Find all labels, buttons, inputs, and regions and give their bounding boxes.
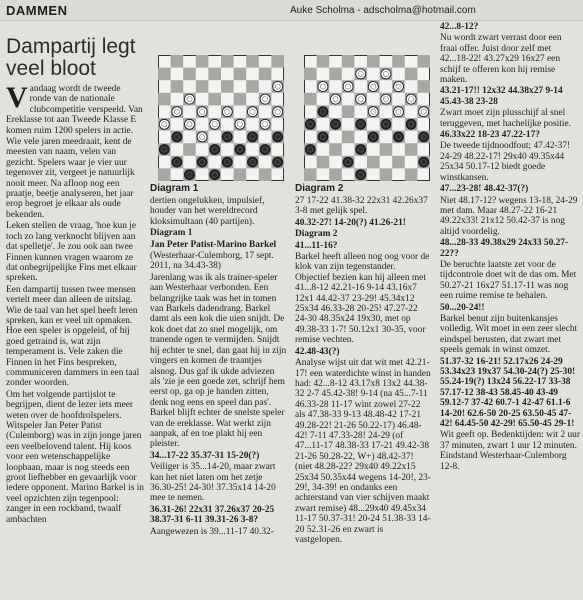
black-piece	[185, 170, 195, 180]
white-piece	[381, 69, 391, 79]
author-byline: Auke Scholma - adscholma@hotmail.com	[290, 5, 476, 16]
move-notation: 46.33x22 18-23 47.22-17?	[440, 130, 540, 141]
black-piece	[222, 132, 232, 142]
dark-square	[158, 93, 171, 106]
black-piece	[356, 145, 366, 155]
white-piece	[343, 82, 353, 92]
move-notation: 40.32-27! 14-20(?) 41.26-21!	[295, 217, 406, 228]
white-piece	[185, 94, 195, 104]
white-piece	[260, 119, 270, 129]
black-piece	[318, 132, 328, 142]
white-piece	[394, 107, 404, 117]
white-piece	[222, 107, 232, 117]
paragraph: Nu wordt zwart verrast door een fraai offer. Juist door zelf met 42...18-22! 43.27x29 16x27 een schijf te offeren kon hij remise maken.	[440, 33, 562, 86]
move-notation: 42...8-12?	[440, 22, 479, 32]
dark-square	[304, 93, 317, 106]
move-notation: 47...23-28! 48.42-37(?)	[440, 184, 529, 195]
dark-square	[183, 143, 196, 156]
move-notation: 51.37-32 16-21! 52.17x26 24-29 53.34x23 19x37 54.30-24(?) 25-30! 55.24-19(?) 13x24 56.22-17 33-38 57.17-12 38-43 58.45-40 43-49 59.12-7 37-42 60.7-1 42-47 61.1-6 14-20! 62.6-50 20-25 63.50-45 47-42! 64.45-50 42-29! 65.50-45 29-1!	[440, 356, 576, 430]
paragraph: Een dampartij tussen twee mensen vertelt meer dan alleen de uitslag. Wie de taal van het spel heeft leren spreken, kan er veel uit opmaken. Hoe een speler is opgeleid, of hij goed getraind is, wat zijn temperament is. Vele zaken die Finnen in het Fins bespreken, communiceren dammers in een taal zonder woorden.	[6, 284, 140, 389]
black-piece	[419, 157, 429, 167]
dark-square	[246, 80, 259, 93]
move-notation: 41...11-16?	[295, 240, 338, 251]
paragraph: De beruchte laatste zet voor de tijdcontrole doet wit de das om. Met 50.27-21 16x27 51.17-11 was nog een ruime remise te behalen.	[440, 259, 577, 302]
dark-square	[317, 156, 330, 169]
white-piece	[394, 82, 404, 92]
white-piece	[197, 132, 207, 142]
dark-square	[342, 131, 355, 144]
dark-square	[329, 143, 342, 156]
paragraph: Jarenlang was ik als trainer-speler aan Westerhaar verbonden. Een belangrijke taak was het in tomen van Barkels dadendrang. Barkel damt als een kok die uien snijdt. De kok doet dat zo snel mogelijk, om tranende ogen te vermijden. Snijdt hij echter te snel, dan gaat hij in zijn vingers en komen de traantjes alsnog. Dus gaf ik ukde adviezen als 'zie je een goede zet, schrijf hem eerst op, ga op je handen zitten, denk nog eens en speel dan pas'. Barkel blijft echter de snelste speler van de ereklasse. Wat werkt zijn aanpak, af en toe plakt hij een pleister.	[150, 272, 287, 450]
black-piece	[368, 132, 378, 142]
white-piece	[381, 94, 391, 104]
move-notation: 36.31-26! 22x31 37.26x37 20-25 38.37-31 6-11 39.31-26 3-8?	[150, 504, 275, 526]
subheading: Diagram 2	[295, 229, 338, 240]
dark-square	[158, 68, 171, 81]
white-piece	[159, 119, 169, 129]
white-piece	[368, 82, 378, 92]
dark-square	[329, 68, 342, 81]
black-piece	[235, 145, 245, 155]
game-title: Jan Peter Patist-Marino Barkel	[150, 239, 277, 250]
black-piece	[343, 157, 353, 167]
diagram-caption: Diagram 1	[150, 183, 199, 194]
black-piece	[210, 145, 220, 155]
dark-square	[317, 55, 330, 68]
dark-square	[259, 168, 272, 181]
dark-square	[342, 105, 355, 118]
dark-square	[304, 68, 317, 81]
black-piece	[197, 157, 207, 167]
black-piece	[273, 157, 283, 167]
paragraph: Niet 48.17-12? wegens 13-18, 24-29 met dam. Maar 48.27-22 16-21 49.22x33! 21x12 50.42-37 is nog altijd voordelig.	[440, 195, 578, 237]
black-piece	[356, 119, 366, 129]
move-notation: 50...20-24!!	[440, 302, 485, 313]
game-info: (Westerhaar-Culemborg, 17 sept. 2011, na 34.43-38)	[150, 251, 274, 272]
article-column-3	[295, 196, 432, 596]
dark-square	[405, 168, 418, 181]
checkers-board-diagram-1	[158, 55, 284, 181]
article-column-2	[150, 196, 287, 596]
article-headline: Dampartij legt veel bloot	[6, 35, 136, 80]
black-piece	[318, 107, 328, 117]
dark-square	[221, 55, 234, 68]
diagram-caption: Diagram 2	[295, 183, 344, 194]
dark-square	[234, 168, 247, 181]
checkers-board-diagram-2	[304, 55, 430, 181]
paragraph: Zwart moet zijn plusschijf al snel teruggeven, met hachelijke positie.	[440, 108, 571, 129]
article-column-4	[440, 22, 580, 596]
dark-square	[183, 68, 196, 81]
dark-square	[380, 168, 393, 181]
dark-square	[392, 156, 405, 169]
black-piece	[248, 157, 258, 167]
white-piece	[185, 119, 195, 129]
dark-square	[158, 168, 171, 181]
dark-square	[304, 168, 317, 181]
black-piece	[356, 170, 366, 180]
dark-square	[234, 93, 247, 106]
white-piece	[406, 94, 416, 104]
paragraph: 27 17-22 41.38-32 22x31 42.26x37 3-8 met gelijk spel.	[295, 196, 428, 217]
move-notation: 42.48-43(?)	[295, 346, 340, 357]
subheading: Diagram 1	[150, 228, 193, 239]
black-piece	[419, 132, 429, 142]
white-piece	[197, 107, 207, 117]
article-column-1	[6, 84, 144, 596]
black-piece	[172, 132, 182, 142]
paragraph: dertien ongelukken, impulsief, houder van het wereldrecord kloksimultaan (40 partijen).	[150, 196, 265, 227]
paragraph: Barkel benut zijn buitenkansjes volledig. Wit moet in een zeer slecht eindspel berusten, dat zwart met speels gemak in winst omzet.	[440, 313, 578, 356]
black-piece	[222, 157, 232, 167]
black-piece	[406, 119, 416, 129]
black-piece	[305, 145, 315, 155]
black-piece	[159, 145, 169, 155]
black-piece	[172, 157, 182, 167]
paragraph: Veiliger is 35...14-20, maar zwart kan het niet laten om het zetje 36.30-25! 24-30! 37.35x14 14-20 mee te nemen.	[150, 462, 276, 504]
white-piece	[318, 82, 328, 92]
black-piece	[394, 132, 404, 142]
dark-square	[367, 55, 380, 68]
dark-square	[329, 168, 342, 181]
dark-square	[417, 80, 430, 93]
black-piece	[305, 119, 315, 129]
white-piece	[235, 119, 245, 129]
white-piece	[356, 69, 366, 79]
white-piece	[248, 107, 258, 117]
black-piece	[381, 119, 391, 129]
dark-square	[246, 55, 259, 68]
dark-square	[417, 55, 430, 68]
dark-square	[367, 156, 380, 169]
dark-square	[171, 55, 184, 68]
black-piece	[248, 132, 258, 142]
black-piece	[331, 119, 341, 129]
white-piece	[368, 107, 378, 117]
black-piece	[273, 132, 283, 142]
white-piece	[273, 107, 283, 117]
paragraph: Aangewezen is 39...11-17 40.32-	[150, 526, 274, 537]
move-notation: 34...17-22 35.37-31 15-20(?)	[150, 450, 260, 461]
white-piece	[210, 119, 220, 129]
dark-square	[342, 55, 355, 68]
dark-square	[392, 55, 405, 68]
dark-square	[196, 55, 209, 68]
dark-square	[221, 80, 234, 93]
dark-square	[405, 143, 418, 156]
white-piece	[260, 94, 270, 104]
paragraph: De tweede tijdnoodfout; 47.42-37! 24-29 48.22-17! 29x40 49.35x44 25x34 50.17-12 biedt goede winstkansen.	[440, 141, 571, 183]
dark-square	[208, 93, 221, 106]
dark-square	[171, 80, 184, 93]
dark-square	[208, 68, 221, 81]
dark-square	[380, 143, 393, 156]
white-piece	[356, 94, 366, 104]
white-piece	[419, 107, 429, 117]
dark-square	[271, 55, 284, 68]
paragraph: Barkel heeft alleen nog oog voor de klok van zijn tegenstander. Objectief bezien kan hij alleen met 41...8-12 42.21-16 9-14 43.16x7 12x1 44.42-37 23-29! 45.34x12 25x34 46.33-28 20-25! 47.27-22 24-30 48.35x24 19x30, met op 49.38-33 1-7! 50.12x1 30-35, voor remise vechten.	[295, 252, 430, 346]
paragraph: Om het volgende partijslot te begrijpen, dient de lezer iets meer weten over de hoofdrolspelers. Witspeler Jan Peter Patist (Culemborg) was in zijn jonge jaren een veelbelovend talent. Hij koos voor een wetenschappelijke loopbaan, maar is nog steeds een groot liefhebber en gevaarlijk voor iedere opponent. Marino Barkel is in veel opzichten zijn tegenpool: zanger in een rockband, twaalf ambachten	[6, 389, 144, 525]
dark-square	[259, 68, 272, 81]
drop-cap: V	[6, 84, 28, 114]
dark-square	[405, 68, 418, 81]
paragraph: Vandaag wordt de tweede ronde van de nationale clubcompetitie verspeeld. Van Ereklasse tot aan Tweede Klasse E komen ruim 1200 spelers in actie.	[6, 84, 143, 136]
move-notation: 48...28-33 49.38x29 24x33 50.27-22??	[440, 238, 569, 259]
black-piece	[260, 145, 270, 155]
move-notation: 43.21-17!! 12x32 44.38x27 9-14 45.43-38 23-28	[440, 86, 563, 107]
dark-square	[234, 68, 247, 81]
paragraph: Leken stellen de vraag, 'hoe kun je toch zo lang verknocht blijven aan dat spelletje'. Je zou ook aan twee Finnen kunnen vragen waarom ze dat onbegrijpelijke Fins met elkaar spreken.	[6, 221, 137, 284]
black-piece	[210, 170, 220, 180]
white-piece	[331, 94, 341, 104]
white-piece	[172, 107, 182, 117]
paragraph: Wit geeft op. Bedenktijden: wit 2 uur 37 minuten, zwart 1 uur 12 minuten. Eindstand Westerhaar-Culemborg 12-8.	[440, 430, 580, 472]
paragraph: Wie vele jaren meedraait, kent de meesten van naam, velen van gezicht. Spelers waar je vier uur tegenover zit, vergeet je natuurlijk nooit meer. Na afloop nog een praatje, beetje analyseren, het jaar erop begroet je elkaar als oude bekenden.	[6, 137, 135, 220]
dark-square	[196, 80, 209, 93]
section-title: DAMMEN	[6, 3, 68, 18]
white-piece	[273, 82, 283, 92]
paragraph: Analyse wijst uit dat wit met 42.21-17! een waterdichte winst in handen had: 42...8-12 43.17x8 13x2 44.38-32 2-7 45.42-38! 9-14 (na 45...7-11 46.33-28 11-17 wint zowel 27-22 als 47.38-33 9-13 48.48-42 17-21 49.28-22! 21-26 50.22-17) 46.48-42! 7-11 47.33-28! 24-29 (of 47...11-17 48.38-33 17-21 49.42-38 21-26 50.28-22, W+) 48.42-37! (niet 48.28-22? 29x40 49.22x15 25x34 50.35x44 wegens 14-20!, 23-29!, 34-39! en ondanks een achterstand van vier schijven maakt zwart remise) 48...29x40 49.45x34 11-17 50.37-31! 20-24 51.38-33 14-20 52.31-26 en zwart is vastgelopen.	[295, 358, 431, 545]
